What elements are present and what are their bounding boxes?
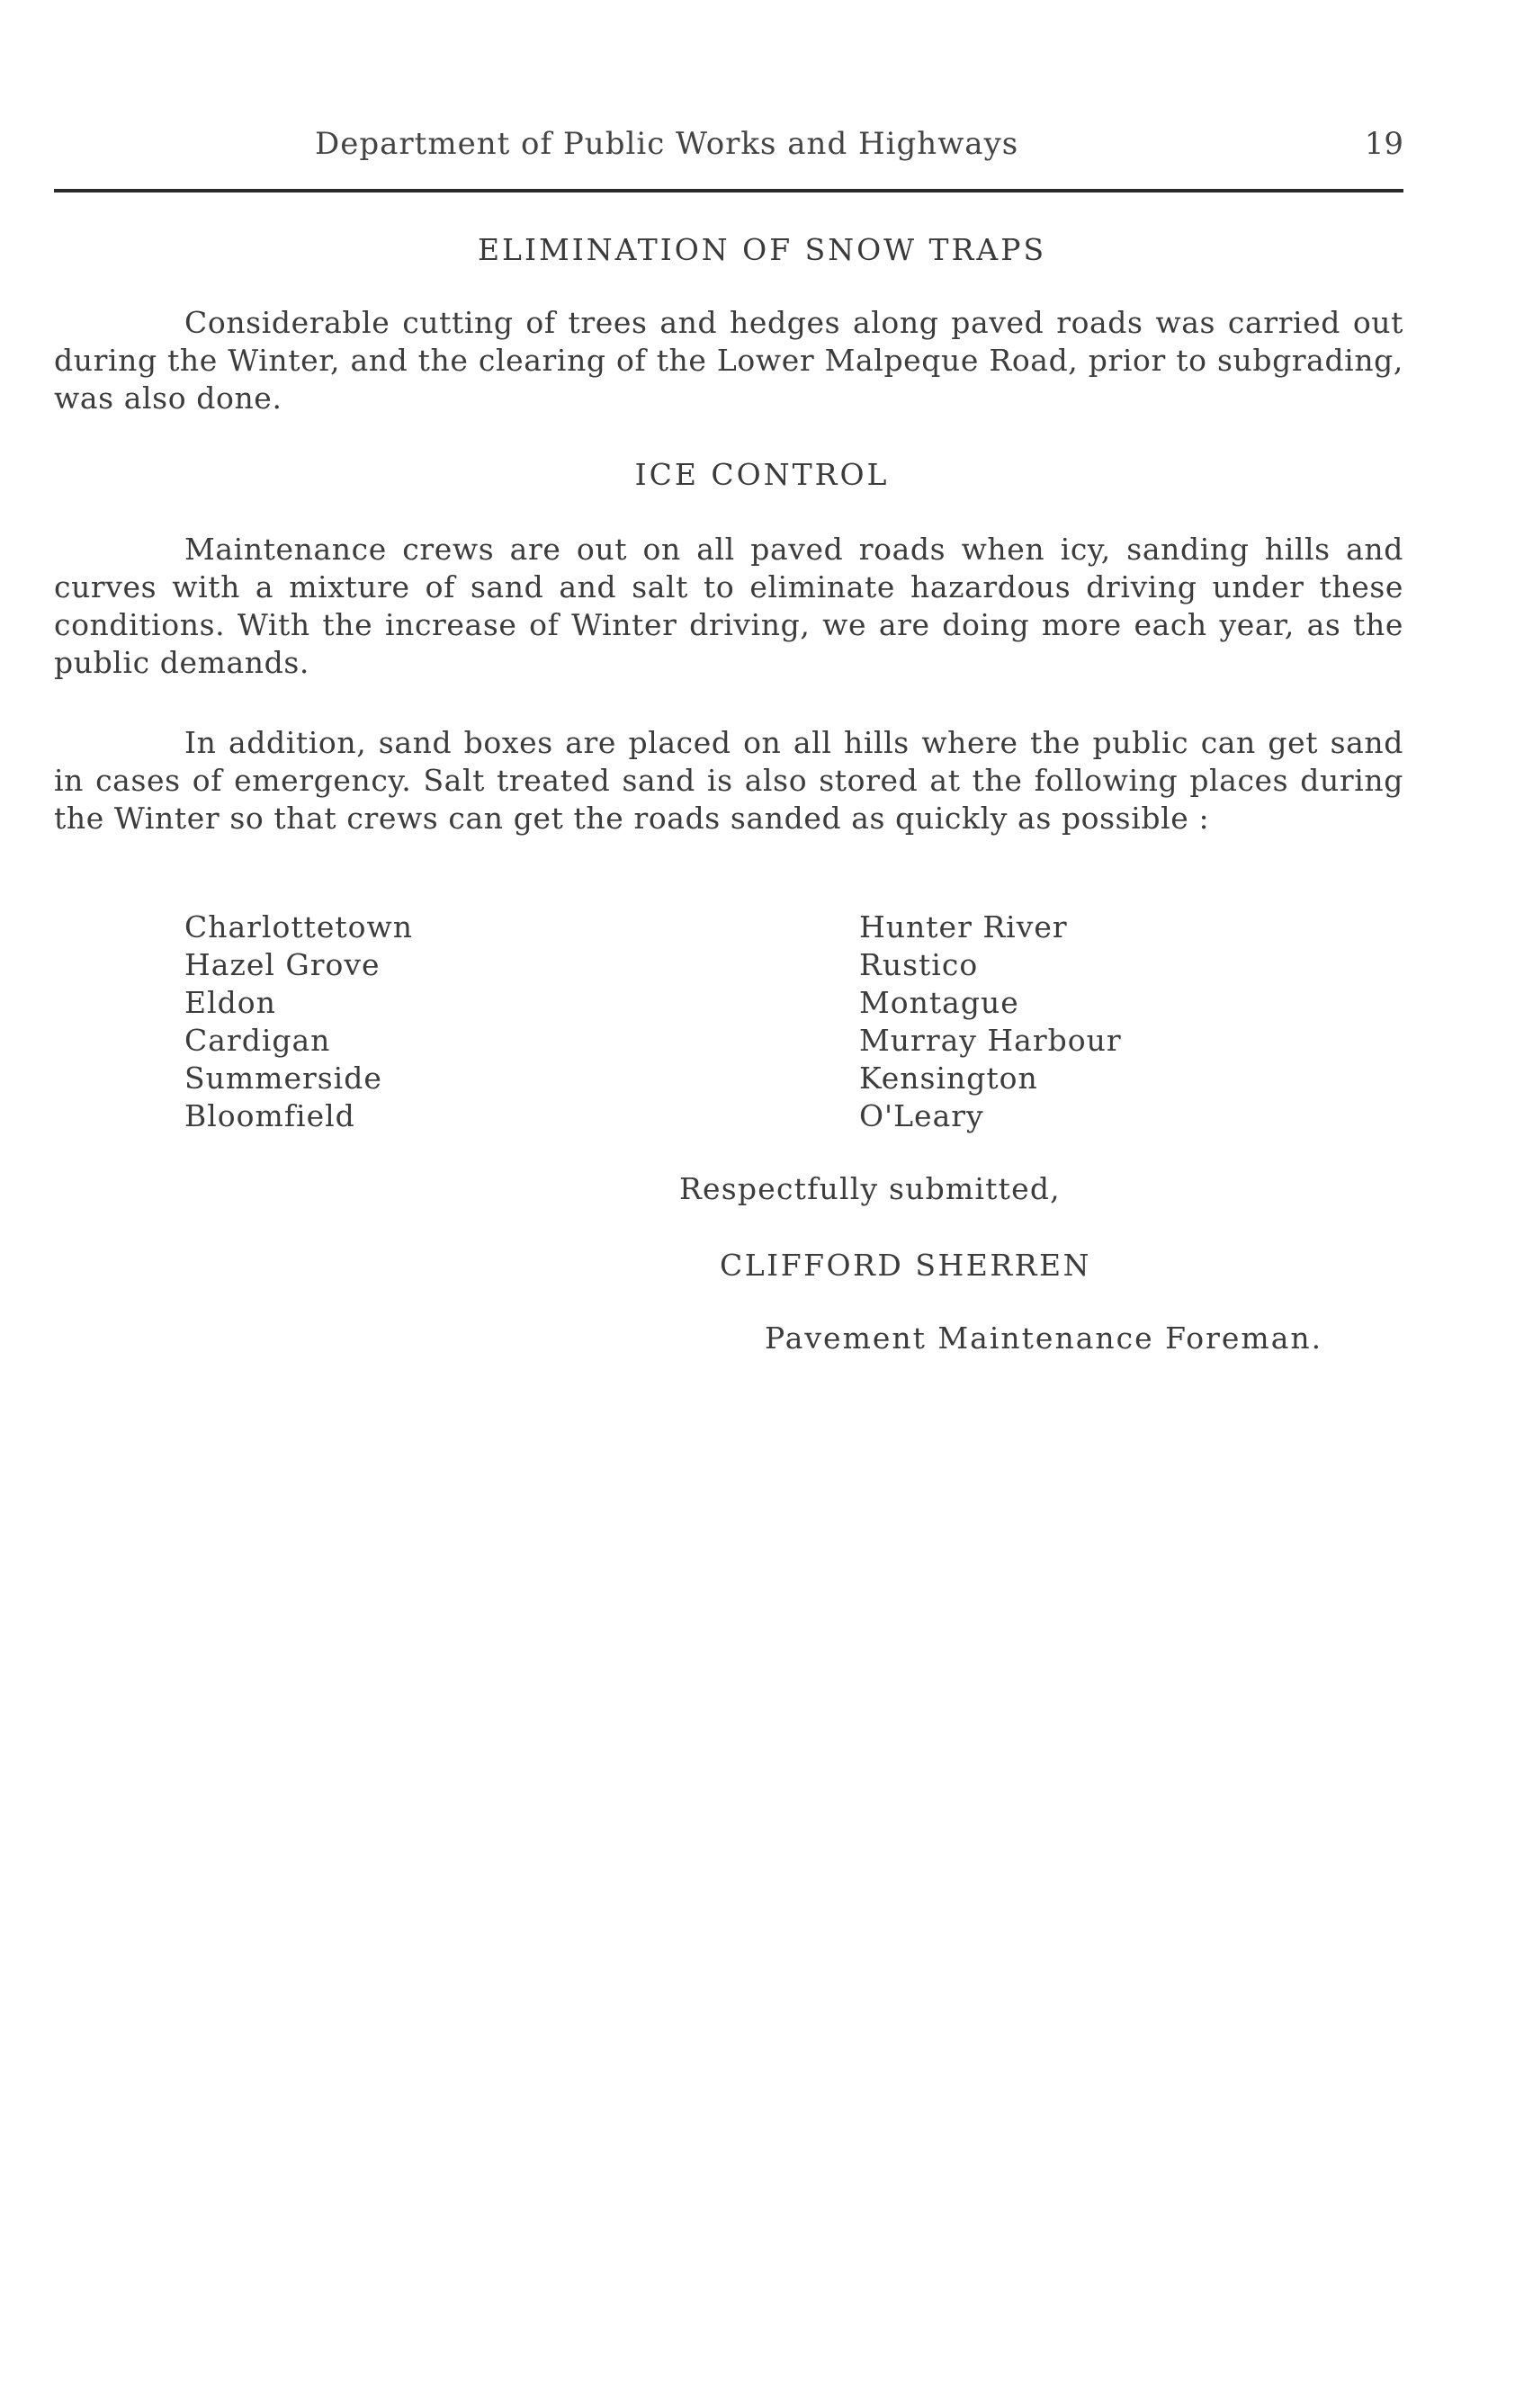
paragraph-snow-traps: Considerable cutting of trees and hedges along paved roads was carried out during the Winter, and the clearing of the Lower Malpeque Road, prior to subgrading, was also done. [54,305,1403,416]
places-list-left [184,909,413,1135]
paragraph-ice-control-2: In addition, sand boxes are placed on all hills where the public can get sand in cases of emergency. Salt treated sand is also stored at the following places during the Winter so that crews can get the roads sanded as quickly as possible : [54,725,1403,836]
page-number: 19 [1364,126,1403,162]
signature-title: Pavement Maintenance Foreman. [765,1320,1323,1356]
list-item: Montague [859,985,1019,1020]
list-item: O'Leary [859,1098,984,1133]
header-rule [54,189,1403,192]
list-item: Charlottetown [184,909,414,944]
list-item: Bloomfield [184,1098,355,1133]
section-heading-snow-traps: ELIMINATION OF SNOW TRAPS [477,232,1047,267]
signature-name: CLIFFORD SHERREN [720,1248,1091,1283]
list-item: Kensington [859,1061,1038,1096]
running-title: Department of Public Works and Highways [315,126,1019,162]
section-heading-ice-control: ICE CONTROL [634,457,890,492]
list-item: Summerside [184,1061,382,1096]
closing-line: Respectfully submitted, [679,1171,1061,1206]
list-item: Hazel Grove [184,947,381,982]
list-item: Eldon [184,985,276,1020]
list-item: Hunter River [859,909,1068,944]
places-list-right [859,909,1122,1135]
list-item: Rustico [859,947,979,982]
running-header [54,126,1403,171]
paragraph-ice-control-1: Maintenance crews are out on all paved roads when icy, sanding hills and curves with a mixture of sand and salt to eliminate hazardous driving under these conditions. With the increase of Winter driving, we are doing more each year, as the public demands. [54,532,1403,680]
list-item: Cardigan [184,1023,331,1058]
list-item: Murray Harbour [859,1023,1122,1058]
